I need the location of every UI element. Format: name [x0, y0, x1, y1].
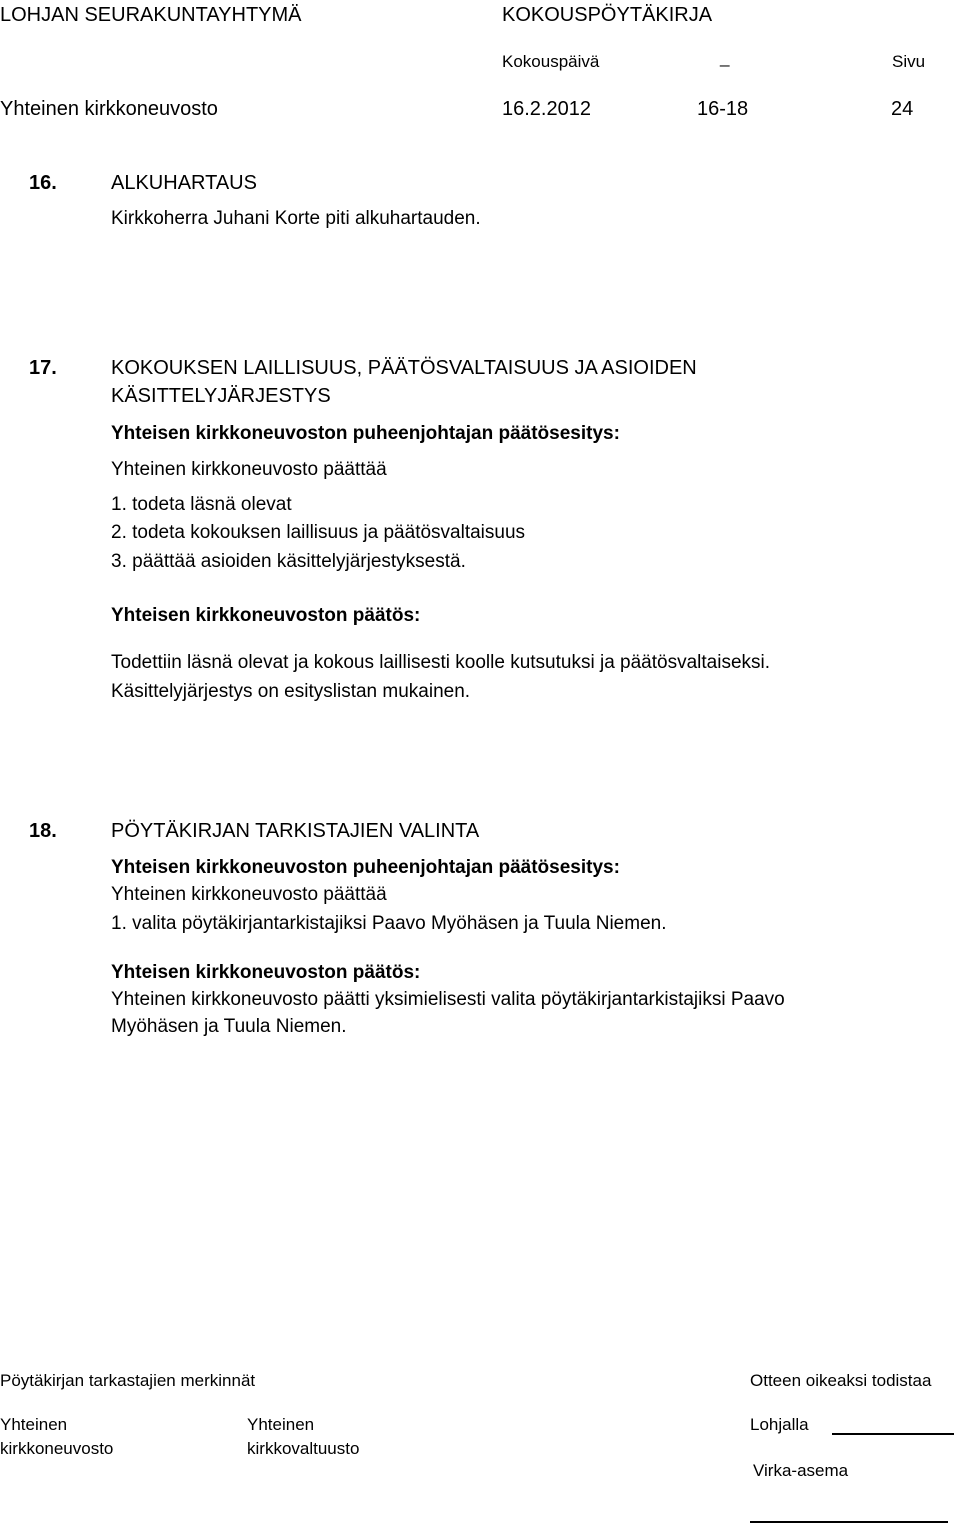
section-18-title: PÖYTÄKIRJAN TARKISTAJIEN VALINTA [111, 820, 480, 842]
section-range: 16-18 [697, 98, 749, 120]
section-16-number: 16. [29, 172, 57, 194]
blank-label: _ [720, 48, 730, 67]
footer-col2-line2: kirkkovaltuusto [247, 1439, 360, 1458]
page-label: Sivu [892, 52, 926, 71]
section-17-proposal-intro: Yhteinen kirkkoneuvosto päättää [111, 459, 387, 480]
section-17-title-line2: KÄSITTELYJÄRJESTYS [111, 385, 331, 407]
footer-col1-line1: Yhteinen [0, 1415, 68, 1434]
body-name: Yhteinen kirkkoneuvosto [0, 98, 218, 120]
place-label: Lohjalla [750, 1415, 809, 1434]
footer-col2-line1: Yhteinen [247, 1415, 315, 1434]
section-17-item-3: 3. päättää asioiden käsittelyjärjestyksestä. [111, 551, 466, 572]
section-17-decision-line2: Käsittelyjärjestys on esityslistan mukainen. [111, 681, 471, 702]
section-18-item-1: 1. valita pöytäkirjantarkistajiksi Paavo Myöhäsen ja Tuula Niemen. [111, 913, 667, 934]
footer-col1-line2: kirkkoneuvosto [0, 1439, 114, 1458]
section-16-title: ALKUHARTAUS [111, 172, 257, 194]
section-17-item-1: 1. todeta läsnä olevat [111, 494, 292, 515]
section-16-text: Kirkkoherra Juhani Korte piti alkuhartauden. [111, 208, 481, 229]
page-number: 24 [891, 98, 914, 120]
document-type: KOKOUSPÖYTÄKIRJA [502, 4, 713, 26]
section-17-title-line1: KOKOUKSEN LAILLISUUS, PÄÄTÖSVALTAISUUS JA ASIOIDEN [111, 357, 697, 379]
section-17-decision-line1: Todettiin läsnä olevat ja kokous laillisesti koolle kutsutuksi ja päätösvaltaiseksi. [111, 652, 771, 673]
section-17-item-2: 2. todeta kokouksen laillisuus ja päätösvaltaisuus [111, 522, 526, 543]
section-18-decision-line1: Yhteinen kirkkoneuvosto päätti yksimielisesti valita pöytäkirjantarkistajiksi Paavo [111, 989, 785, 1010]
signature-line [750, 1521, 948, 1523]
section-17-proposal-heading: Yhteisen kirkkoneuvoston puheenjohtajan päätösesitys: [111, 423, 620, 444]
section-18-decision-line2: Myöhäsen ja Tuula Niemen. [111, 1016, 347, 1037]
reviewers-label: Pöytäkirjan tarkastajien merkinnät [0, 1371, 256, 1390]
place-date-line [832, 1433, 954, 1435]
certify-label: Otteen oikeaksi todistaa [750, 1371, 932, 1390]
section-18-number: 18. [29, 820, 57, 842]
meeting-date-label: Kokouspäivä [502, 52, 600, 71]
section-18-proposal-intro: Yhteinen kirkkoneuvosto päättää [111, 884, 387, 905]
section-17-number: 17. [29, 357, 57, 379]
organization-name: LOHJAN SEURAKUNTAYHTYMÄ [0, 4, 302, 26]
section-18-decision-heading: Yhteisen kirkkoneuvoston päätös: [111, 962, 421, 983]
meeting-date: 16.2.2012 [502, 98, 591, 120]
section-18-proposal-heading: Yhteisen kirkkoneuvoston puheenjohtajan päätösesitys: [111, 857, 620, 878]
position-label: Virka-asema [753, 1461, 849, 1480]
section-17-decision-heading: Yhteisen kirkkoneuvoston päätös: [111, 605, 421, 626]
